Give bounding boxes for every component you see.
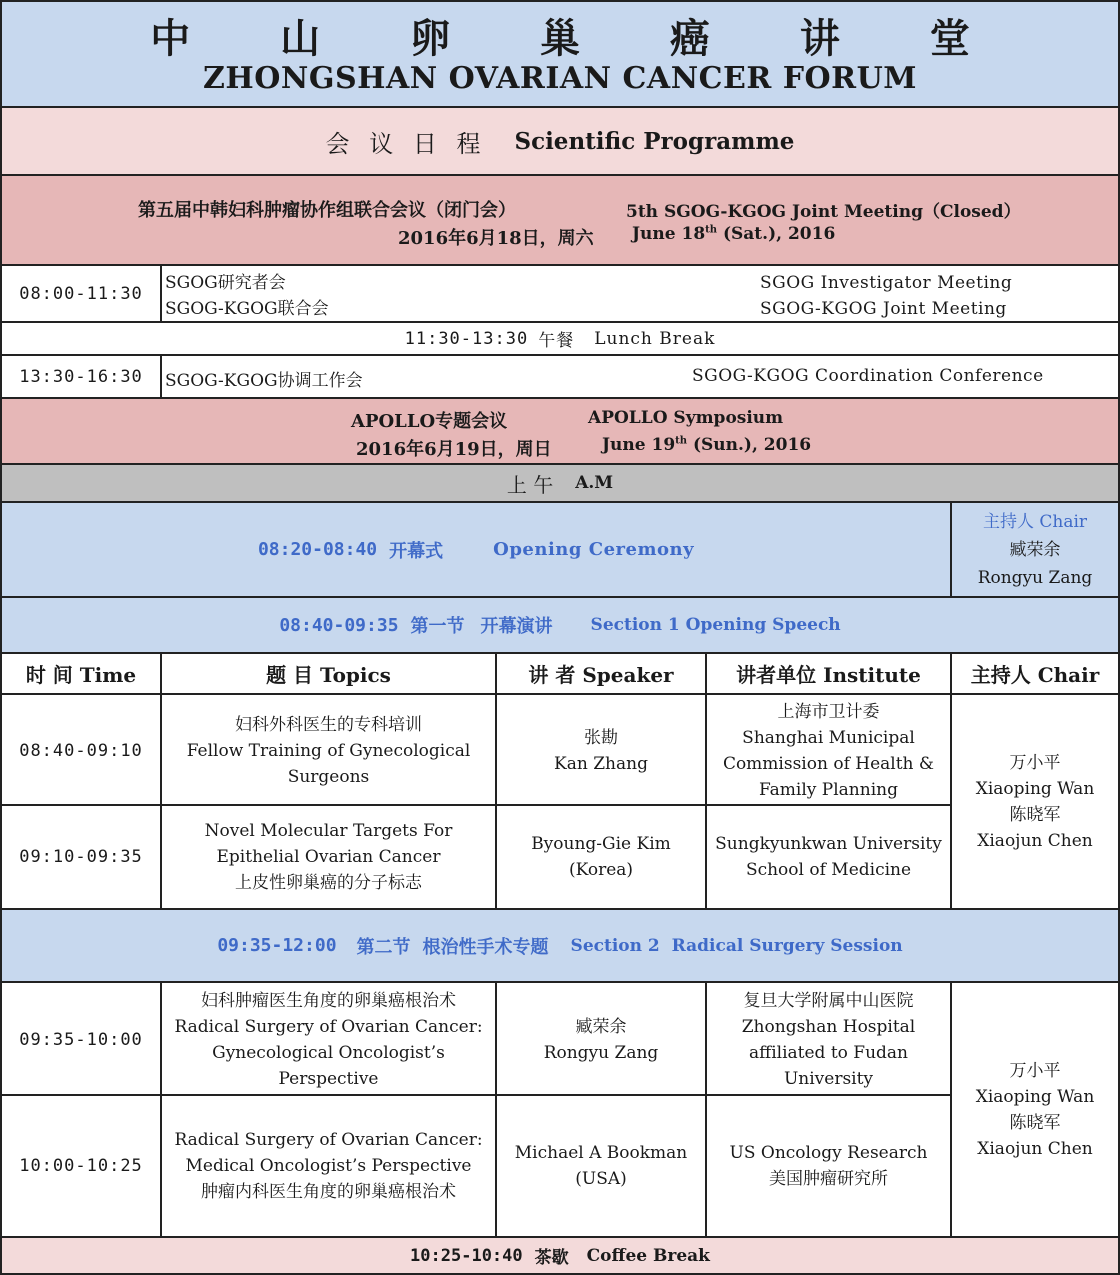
lunch-en: Lunch Break	[594, 328, 716, 349]
am-banner	[0, 463, 1120, 503]
section2-chair: 万小平 Xiaoping Wan 陈晓军 Xiaojun Chen	[975, 1060, 1095, 1159]
am-cn: 上 午	[506, 472, 554, 497]
opening-chair	[952, 503, 1118, 596]
am-en: A.M	[575, 473, 614, 493]
table-row-speaker: 臧荣余 Rongyu Zang	[497, 983, 707, 1096]
row-en-text: SGOG-KGOG Coordination Conference	[692, 366, 1044, 386]
table-row-time: 09:35-10:00	[2, 983, 162, 1096]
meeting1-banner	[0, 174, 1120, 266]
coffee-time: 10:25-10:40	[410, 1245, 523, 1266]
lunch-row	[0, 321, 1120, 356]
table-row-institute: Sungkyunkwan University School of Medicine	[707, 806, 952, 908]
table-header	[0, 652, 1120, 695]
opening-chair-cn: 臧荣余	[1009, 539, 1061, 560]
header-institute: 讲者单位 Institute	[707, 654, 952, 693]
meeting2-name-cn: APOLLO专题会议	[351, 411, 508, 432]
row-time: 08:00-11:30	[2, 266, 162, 321]
section1-cn-2: 开幕演讲	[480, 616, 553, 637]
meeting2-name-en: APOLLO Symposium	[588, 408, 784, 428]
header-speaker: 讲 者 Speaker	[497, 654, 707, 693]
opening-time: 08:20-08:40	[257, 539, 378, 560]
row-cn-text: SGOG-KGOG协调工作会	[165, 371, 363, 391]
meeting1-name-cn: 第五届中韩妇科肿瘤协作组联合会议（闭门会）	[138, 200, 516, 221]
table-row-speaker: Michael A Bookman (USA)	[497, 1096, 707, 1236]
section1-banner	[0, 596, 1120, 654]
coffee-break-row	[0, 1236, 1120, 1275]
table-row-time: 08:40-09:10	[2, 695, 162, 806]
lunch-time: 11:30-13:30	[404, 328, 529, 349]
programme-label-cn: 会 议 日 程	[325, 129, 487, 158]
coffee-en: Coffee Break	[586, 1245, 710, 1266]
table-row-speaker: Byoung-Gie Kim (Korea)	[497, 806, 707, 908]
title-english: ZHONGSHAN OVARIAN CANCER FORUM	[203, 61, 917, 96]
section2-cn-1: 第二节	[356, 936, 411, 958]
row-cn-line2: SGOG-KGOG联合会	[165, 299, 329, 319]
opening-cn: 开幕式	[389, 540, 444, 562]
row-cn-line1: SGOG研究者会	[165, 273, 286, 293]
meeting2-banner	[0, 397, 1120, 465]
section2-cn-2: 根治性手术专题	[422, 936, 549, 958]
table-row-topic: Radical Surgery of Ovarian Cancer: Medical Oncologist’s Perspective 肿瘤内科医生角度的卵巢癌根治术	[162, 1096, 497, 1236]
header-chair: 主持人 Chair	[970, 663, 1100, 687]
table-row-speaker: 张勘 Kan Zhang	[497, 695, 707, 806]
section1-table	[0, 693, 1120, 910]
row-time: 13:30-16:30	[2, 356, 162, 397]
meeting1-date-en: June 18th (Sat.), 2016	[632, 224, 836, 244]
table-row-institute: 复旦大学附属中山医院 Zhongshan Hospital affiliated to Fudan University	[707, 983, 952, 1096]
title-banner	[0, 0, 1120, 108]
table-row-time: 09:10-09:35	[2, 806, 162, 908]
row-en-line2: SGOG-KGOG Joint Meeting	[760, 299, 1007, 319]
meeting2-date-cn: 2016年6月19日，周日	[356, 439, 552, 460]
section2-table	[0, 981, 1120, 1238]
meeting1-name-en: 5th SGOG-KGOG Joint Meeting（Closed）	[626, 202, 1021, 222]
section2-banner	[0, 908, 1120, 983]
table-row-institute: 上海市卫计委 Shanghai Municipal Commission of Health & Family Planning	[707, 695, 952, 806]
opening-en: Opening Ceremony	[493, 539, 695, 560]
table-row-time: 10:00-10:25	[2, 1096, 162, 1236]
programme-label-en: Scientific Programme	[514, 127, 795, 155]
programme-banner	[0, 106, 1120, 176]
section2-time: 09:35-12:00	[217, 935, 337, 956]
coffee-cn: 茶歇	[534, 1248, 569, 1268]
table-row-topic: 妇科肿瘤医生角度的卵巢癌根治术 Radical Surgery of Ovarian Cancer: Gynecological Oncologist’s Perspective	[162, 983, 497, 1096]
section2-en: Section 2 Radical Surgery Session	[570, 935, 903, 956]
table-row-topic: 妇科外科医生的专科培训 Fellow Training of Gynecological Surgeons	[162, 695, 497, 806]
opening-title	[2, 503, 952, 596]
meeting1-row	[0, 264, 1120, 323]
title-chinese: 中 山 卵 巢 癌 讲 堂	[150, 15, 1008, 62]
row-cn-text	[165, 270, 329, 322]
section1-chair: 万小平 Xiaoping Wan 陈晓军 Xiaojun Chen	[975, 752, 1095, 851]
meeting1-row	[0, 354, 1120, 399]
header-topics: 题 目 Topics	[162, 654, 497, 693]
table-row-institute: US Oncology Research 美国肿瘤研究所	[707, 1096, 952, 1236]
opening-chair-label: 主持人 Chair	[982, 511, 1088, 532]
opening-ceremony-row	[0, 501, 1120, 598]
header-time: 时 间 Time	[2, 654, 162, 693]
section1-cn-1: 第一节	[410, 616, 465, 637]
row-en-text	[760, 270, 1012, 322]
lunch-cn: 午餐	[538, 331, 575, 351]
meeting2-date-en: June 19th (Sun.), 2016	[602, 435, 812, 455]
meeting1-date-cn: 2016年6月18日，周六	[398, 228, 594, 249]
row-en-line1: SGOG Investigator Meeting	[760, 273, 1013, 293]
section1-time: 08:40-09:35	[279, 614, 399, 636]
table-row-topic: Novel Molecular Targets For Epithelial Ovarian Cancer 上皮性卵巢癌的分子标志	[162, 806, 497, 908]
section1-en: Section 1 Opening Speech	[590, 615, 841, 635]
opening-chair-en: Rongyu Zang	[977, 567, 1093, 588]
